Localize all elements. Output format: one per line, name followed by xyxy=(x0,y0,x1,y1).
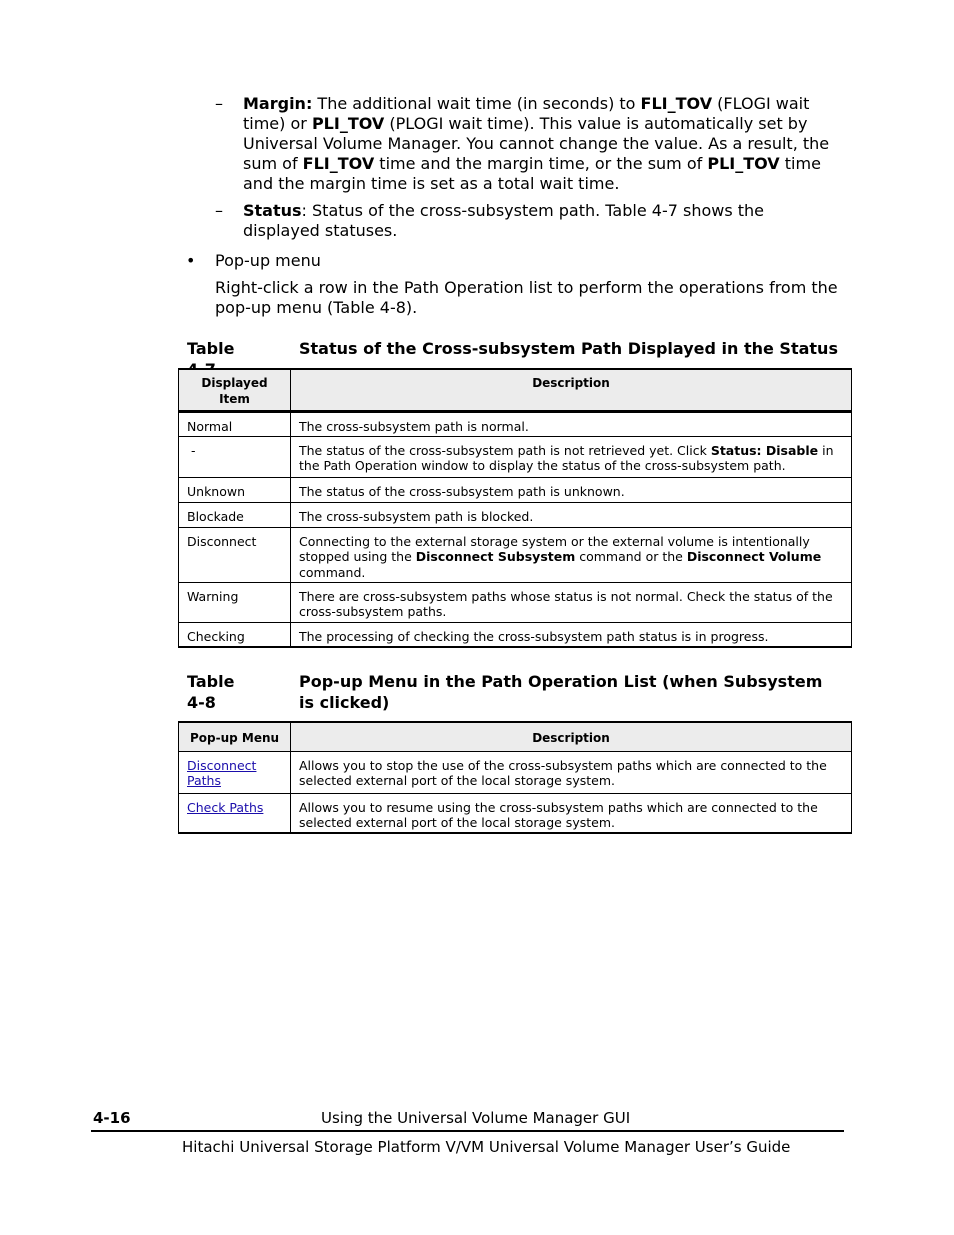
cell-item: Checking xyxy=(179,622,291,647)
page-number: 4-16 xyxy=(93,1109,131,1127)
cell-desc: The status of the cross-subsystem path is unknown. xyxy=(291,477,852,502)
status-table xyxy=(178,368,852,648)
desc-part: Connecting to the external storage system or the external volume is intentionally stopped using the xyxy=(299,533,810,564)
fli-tov-term-2: FLI_TOV xyxy=(302,154,375,173)
margin-item xyxy=(215,94,845,194)
check-paths-link[interactable]: Check Paths xyxy=(187,799,264,815)
cell-desc xyxy=(291,436,852,477)
pli-tov-term-2: PLI_TOV xyxy=(707,154,780,173)
dash-marker: – xyxy=(215,94,223,113)
status-disable-term: Status: Disable xyxy=(710,442,819,458)
popup-bullet-label: Pop-up menu xyxy=(215,251,321,270)
header-popup-menu: Pop-up Menu xyxy=(179,722,291,751)
table7-title: Status of the Cross-subsystem Path Displayed in the Status xyxy=(299,339,838,358)
desc-part: The status of the cross-subsystem path is not retrieved yet. Click xyxy=(299,442,711,458)
cell-item: Warning xyxy=(179,582,291,622)
pli-tov-term: PLI_TOV xyxy=(311,114,385,133)
cell-desc: Allows you to resume using the cross-subsystem paths which are connected to the selected external port of the local storage system. xyxy=(291,793,852,833)
margin-text-4: time and the margin time, or the sum of xyxy=(374,154,708,173)
fli-tov-term: FLI_TOV xyxy=(640,94,713,113)
desc-part: command or the xyxy=(575,549,687,564)
disconnect-subsystem-term: Disconnect Subsystem xyxy=(415,549,576,564)
cell-item xyxy=(179,751,291,793)
desc-part: in the Path Operation window to display the status of the cross-subsystem path. xyxy=(299,442,834,473)
margin-text-3: (PLOGI wait time). This value is automatically set by Universal Volume Manager. You cannot change the value. As a result, the sum of xyxy=(243,114,830,173)
status-item xyxy=(215,201,845,241)
table7-number: Table xyxy=(187,339,235,358)
guide-title: Hitachi Universal Storage Platform V/VM Universal Volume Manager User’s Guide xyxy=(182,1138,791,1156)
popup-menu-table xyxy=(178,721,852,834)
bullet-marker: • xyxy=(186,251,196,270)
desc-part: command. xyxy=(299,564,366,580)
header-displayed-item: Displayed Item xyxy=(179,369,291,411)
popup-bullet-desc: Right-click a row in the Path Operation list to perform the operations from the pop-up menu (Table 4-8). xyxy=(215,278,838,317)
status-text-1: : Status of the cross-subsystem path. Table 4-7 shows the displayed statuses. xyxy=(243,201,765,240)
margin-text xyxy=(243,94,845,194)
table-row xyxy=(179,527,852,582)
margin-label: Margin: xyxy=(243,94,313,113)
cell-desc: The cross-subsystem path is normal. xyxy=(291,411,852,436)
margin-text-5: time and the margin time is set as a total wait time. xyxy=(243,154,821,193)
footer-rule xyxy=(91,1130,844,1132)
table-header-row xyxy=(179,722,852,751)
table-header-row xyxy=(179,369,852,411)
table-row xyxy=(179,477,852,502)
table-row xyxy=(179,793,852,833)
cell-item xyxy=(179,793,291,833)
cell-item: Disconnect xyxy=(179,527,291,582)
table-row xyxy=(179,411,852,436)
cell-desc: There are cross-subsystem paths whose status is not normal. Check the status of the cross-subsystem paths. xyxy=(291,582,852,622)
cell-desc xyxy=(291,527,852,582)
table-row xyxy=(179,622,852,647)
table-row xyxy=(179,436,852,477)
table-row xyxy=(179,751,852,793)
cell-item: Normal xyxy=(179,411,291,436)
disconnect-volume-term: Disconnect Volume xyxy=(686,549,822,564)
margin-text-2: (FLOGI wait time) or xyxy=(243,94,810,133)
table-row xyxy=(179,502,852,527)
table-row xyxy=(179,582,852,622)
status-text xyxy=(243,201,845,241)
cell-desc: Allows you to stop the use of the cross-subsystem paths which are connected to the selected external port of the local storage system. xyxy=(291,751,852,793)
header-description: Description xyxy=(291,722,852,751)
margin-text-1: The additional wait time (in seconds) to xyxy=(312,94,641,113)
disconnect-paths-link[interactable]: Disconnect Paths xyxy=(187,757,257,788)
cell-desc: The cross-subsystem path is blocked. xyxy=(291,502,852,527)
cell-desc: The processing of checking the cross-subsystem path status is in progress. xyxy=(291,622,852,647)
cell-item: Unknown xyxy=(179,477,291,502)
cell-item: Blockade xyxy=(179,502,291,527)
cell-item: - xyxy=(179,436,291,477)
table8-number: Table 4-8 xyxy=(187,672,235,712)
header-description: Description xyxy=(291,369,852,411)
dash-marker: – xyxy=(215,201,223,220)
table8-title: Pop-up Menu in the Path Operation List (when Subsystem is clicked) xyxy=(299,672,823,712)
chapter-title: Using the Universal Volume Manager GUI xyxy=(321,1109,631,1127)
status-label: Status xyxy=(243,201,302,220)
